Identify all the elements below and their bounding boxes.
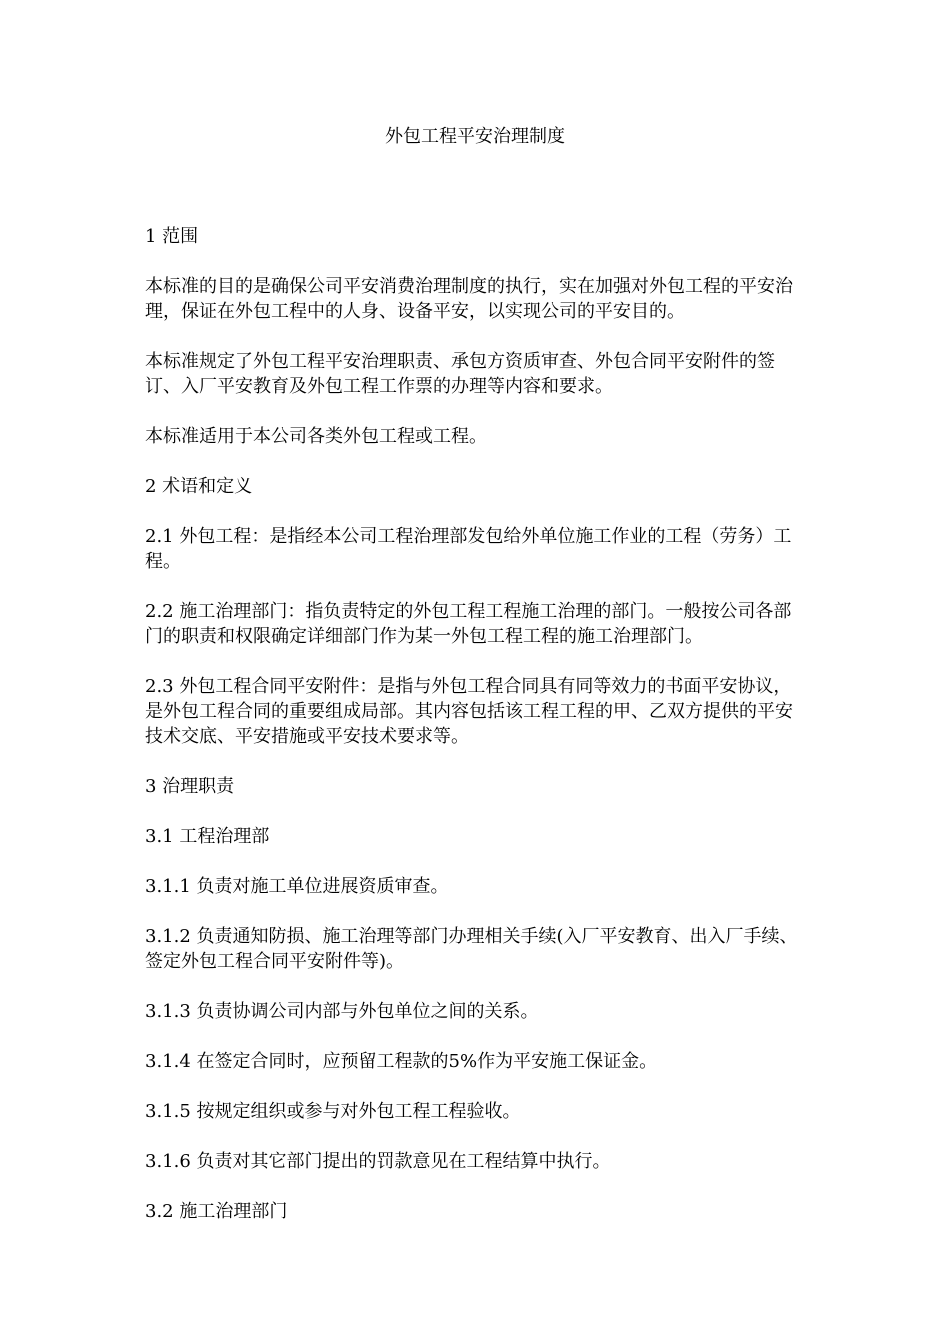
document-body bbox=[145, 224, 807, 1249]
item-3-1-5: 3.1.5 按规定组织或参与对外包工程工程验收。 bbox=[145, 1101, 521, 1122]
paragraph-applicability: 本标准适用于本公司各类外包工程或工程。 bbox=[145, 426, 487, 447]
item-3-1-3: 3.1.3 负责协调公司内部与外包单位之间的关系。 bbox=[145, 1001, 539, 1022]
item-3-1-6: 3.1.6 负责对其它部门提出的罚款意见在工程结算中执行。 bbox=[145, 1151, 611, 1172]
term-2-1: 2.1 外包工程：是指经本公司工程治理部发包给外单位施工作业的工程（劳务）工程。 bbox=[145, 526, 792, 572]
document-title: 外包工程平安治理制度 bbox=[385, 126, 565, 147]
paragraph-purpose: 本标准的目的是确保公司平安消费治理制度的执行，实在加强对外包工程的平安治理，保证在外包工程中的人身、设备平安，以实现公司的平安目的。 bbox=[145, 276, 793, 322]
paragraph-content: 本标准规定了外包工程平安治理职责、承包方资质审查、外包合同平安附件的签订、入厂平安教育及外包工程工作票的办理等内容和要求。 bbox=[145, 351, 775, 397]
item-3-1-2: 3.1.2 负责通知防损、施工治理等部门办理相关手续(入厂平安教育、出入厂手续、签定外包工程合同平安附件等)。 bbox=[145, 926, 798, 972]
term-2-2: 2.2 施工治理部门：指负责特定的外包工程工程施工治理的部门。一般按公司各部门的职责和权限确定详细部门作为某一外包工程工程的施工治理部门。 bbox=[145, 601, 792, 647]
item-3-1-1: 3.1.1 负责对施工单位进展资质审查。 bbox=[145, 876, 449, 897]
term-2-3: 2.3 外包工程合同平安附件：是指与外包工程合同具有同等效力的书面平安协议，是外包工程合同的重要组成局部。其内容包括该工程工程的甲、乙双方提供的平安技术交底、平安措施或平安技术要求等。 bbox=[145, 676, 793, 747]
subsection-heading-3-1: 3.1 工程治理部 bbox=[145, 826, 270, 847]
subsection-heading-3-2: 3.2 施工治理部门 bbox=[145, 1201, 288, 1222]
section-heading-responsibilities: 3 治理职责 bbox=[145, 776, 235, 797]
item-3-1-4: 3.1.4 在签定合同时，应预留工程款的5%作为平安施工保证金。 bbox=[145, 1051, 658, 1072]
section-heading-scope: 1 范围 bbox=[145, 226, 199, 247]
section-heading-terms: 2 术语和定义 bbox=[145, 476, 253, 497]
